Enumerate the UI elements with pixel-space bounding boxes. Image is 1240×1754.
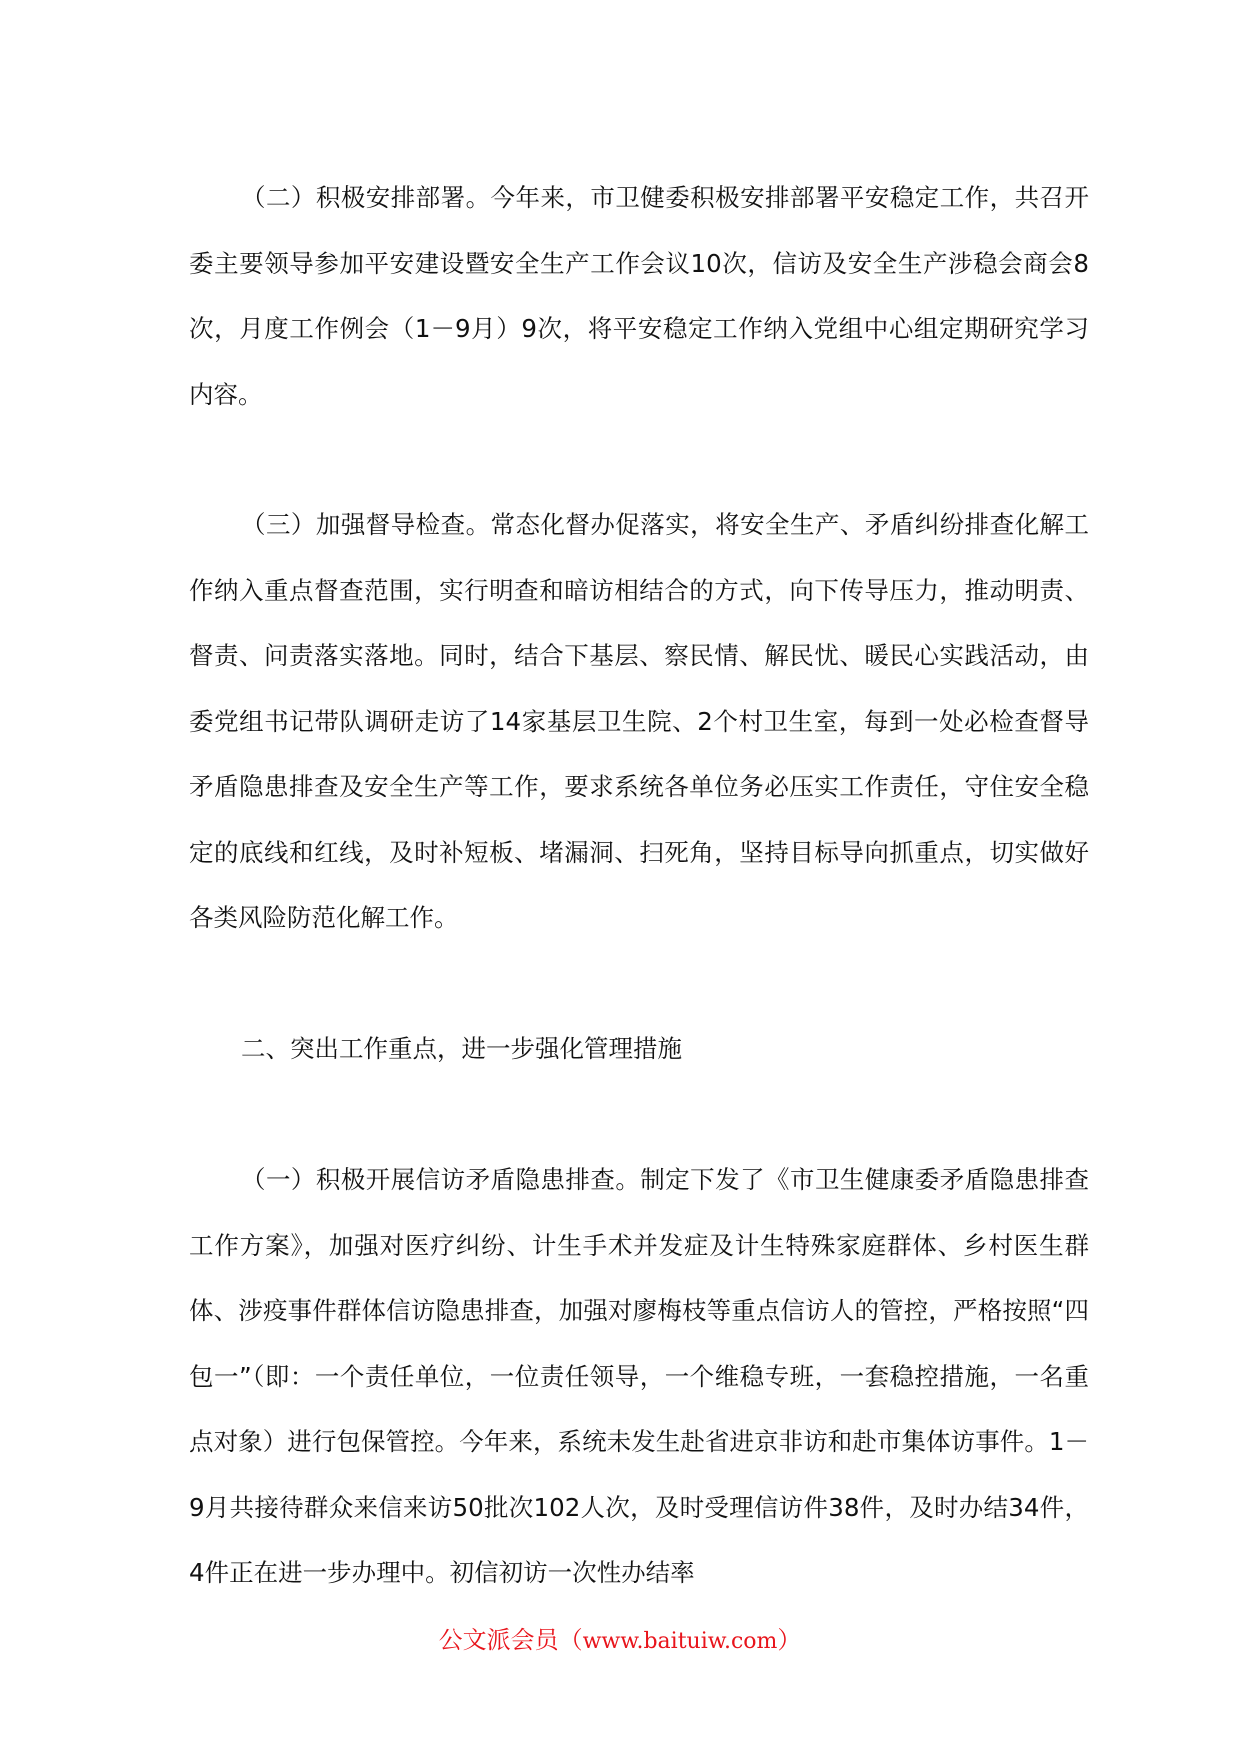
- footer-watermark: [0, 1622, 1240, 1660]
- section-heading: 二、突出工作重点，进一步强化管理措施: [241, 1034, 682, 1063]
- footer-brand: 公文派会员（: [438, 1626, 583, 1654]
- paragraph-supervision: （三）加强督导检查。常态化督办促落实，将安全生产、矛盾纠纷排查化解工作纳入重点督查范围，实行明查和暗访相结合的方式，向下传导压力，推动明责、督责、问责落实落地。同时，结合下基层、察民情、解民忧、暖民心实践活动，由委党组书记带队调研走访了14家基层卫生院、2个村卫生室，每到一处必检查督导矛盾隐患排查及安全生产等工作，要求系统各单位务必压实工作责任，守住安全稳定的底线和红线，及时补短板、堵漏洞、扫死角，坚持目标导向抓重点，切实做好各类风险防范化解工作。: [189, 510, 1089, 932]
- paragraph-deployment: （二）积极安排部署。今年来，市卫健委积极安排部署平安稳定工作，共召开委主要领导参加平安建设暨安全生产工作会议10次，信访及安全生产涉稳会商会8次，月度工作例会（1－9月）9次，将平安稳定工作纳入党组中心组定期研究学习内容。: [189, 183, 1089, 409]
- paragraph-petition-screening: （一）积极开展信访矛盾隐患排查。制定下发了《市卫生健康委矛盾隐患排查工作方案》，加强对医疗纠纷、计生手术并发症及计生特殊家庭群体、乡村医生群体、涉疫事件群体信访隐患排查，加强对廖梅枝等重点信访人的管控，严格按照“四包一”（即：一个责任单位，一位责任领导，一个维稳专班，一套稳控措施，一名重点对象）进行包保管控。今年来，系统未发生赴省进京非访和赴市集体访事件。1－9月共接待群众来信来访50批次102人次，及时受理信访件38件，及时办结34件，4件正在进一步办理中。初信初访一次性办结率: [189, 1165, 1089, 1587]
- footer-close-paren: ）: [777, 1626, 802, 1654]
- footer-url-link[interactable]: www.baituiw.com: [582, 1629, 778, 1654]
